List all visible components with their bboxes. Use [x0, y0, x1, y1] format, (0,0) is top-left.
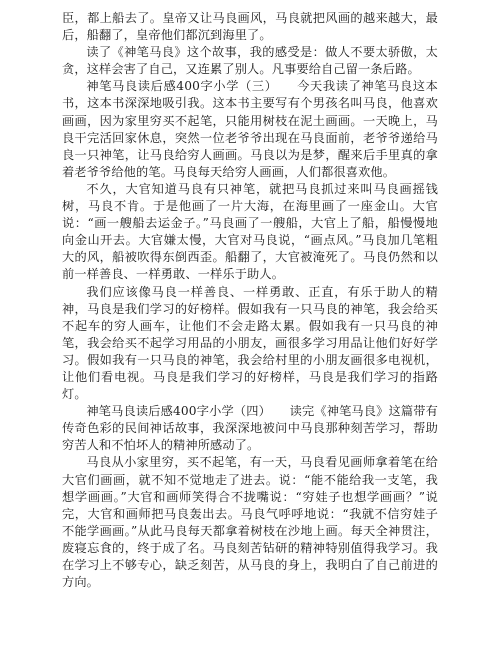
document-page [62, 10, 438, 640]
paragraph-1: 臣，都上船去了。皇帝又让马良画风，马良就把风画的越来越大，最后，船翻了，皇帝他们都沉到海里了。 [62, 11, 438, 43]
paragraph-3: 神笔马良读后感400字小学（三） 今天我读了神笔马良这本书，这本书深深地吸引我。这本书主要写有个男孩名叫马良，他喜欢画画，因为家里穷买不起笔，只能用树枝在泥土画画。一天晚上，马良干完活回家休息，突然一位老爷爷出现在马良面前，老爷爷递给马良一只神笔，让马良给穷人画画。马良以为是梦，醒来后手里真的拿着老爷爷给他的笔。马良每天给穷人画画，人们都很喜欢他。 [62, 79, 438, 179]
paragraph-7: 马良从小家里穷，买不起笔，有一天，马良看见画师拿着笔在给大官们画画，就不知不觉地走了进去。说：“能不能给我一支笔，我想学画画。”大官和画师笑得合不拢嘴说：“穷娃子也想学画画？”说完，大官和画师把马良轰出去。马良气呼呼地说：“我就不信穷娃子不能学画画。”从此马良每天都拿着树枝在沙地上画。每天全神贯注，废寝忘食的，终于成了名。马良刻苦钻研的精神特别值得我学习。我在学习上不够专心，缺乏刻苦，从马良的身上，我明白了自己前进的方向。 [62, 455, 438, 590]
paragraph-5: 我们应该像马良一样善良、一样勇敢、正直，有乐于助人的精神，马良是我们学习的好榜样。假如我有一只马良的神笔，我会给买不起车的穷人画车，让他们不会走路太累。假如我有一只马良的神笔，我会给买不起学习用品的小朋友，画很多学习用品让他们好好学习。假如我有一只马良的神笔，我会给村里的小朋友画很多电视机，让他们看电视。马良是我们学习的好榜样，马良是我们学习的指路灯。 [62, 284, 438, 402]
paragraph-4: 不久，大官知道马良有只神笔，就把马良抓过来叫马良画摇钱树，马良不肯。于是他画了一片大海，在海里画了一座金山。大官说：“画一艘船去运金子。”马良画了一艘船，大官上了船，船慢慢地向金山开去。大官嫌太慢，大官对马良说，“画点风。”马良加几笔粗大的风，船被吹得东倒西歪。船翻了，大官被淹死了。马良仍然和以前一样善良、一样勇敢、一样乐于助人。 [62, 181, 438, 282]
paragraph-2: 读了《神笔马良》这个故事，我的感受是：做人不要太骄傲，太贪，这样会害了自己，又连累了别人。凡事要给自己留一条后路。 [62, 45, 438, 77]
paragraph-6: 神笔马良读后感400字小学（四） 读完《神笔马良》这篇带有传奇色彩的民间神话故事，我深深地被问中马良那种刻苦学习，帮助穷苦人和不怕坏人的精神所感动了。 [62, 404, 438, 453]
